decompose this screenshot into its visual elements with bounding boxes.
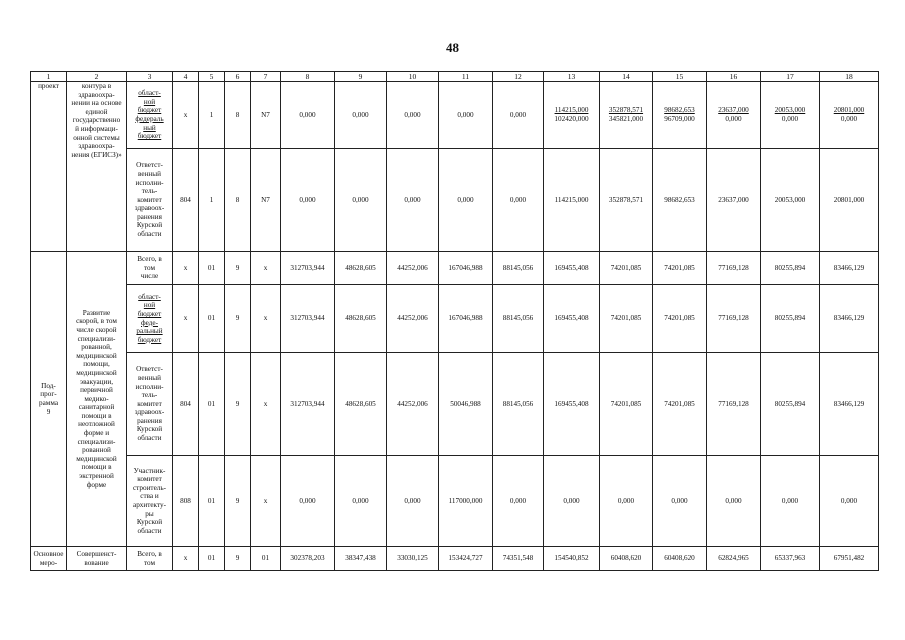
om-cell: х — [251, 353, 281, 456]
header-cell: 16 — [707, 72, 761, 82]
value-cell — [544, 82, 600, 149]
value-cell: 74201,085 — [653, 353, 707, 456]
header-cell: 2 — [67, 72, 127, 82]
value-cell: 48628,605 — [335, 353, 387, 456]
value-cell: 167046,988 — [439, 285, 493, 353]
table-row — [31, 456, 879, 547]
value-cell: 0,000 — [281, 149, 335, 252]
value-cell — [820, 82, 879, 149]
gp-cell: 01 — [199, 285, 225, 353]
value-cell: 48628,605 — [335, 285, 387, 353]
value-cell: 80255,894 — [761, 285, 820, 353]
value-cell: 0,000 — [653, 456, 707, 547]
table-row — [31, 285, 879, 353]
value-cell: 169455,408 — [544, 353, 600, 456]
value-cell: 88145,056 — [493, 353, 544, 456]
value-cell: 0,000 — [281, 456, 335, 547]
funding-source-cell: Ответст- венный исполни- тель- комитет здравоох- ранения Курской области — [127, 353, 173, 456]
value-cell: 0,000 — [335, 456, 387, 547]
value-cell: 83466,129 — [820, 285, 879, 353]
value-regional: 23637,000 — [718, 106, 749, 115]
value-cell — [600, 82, 653, 149]
value-cell: 20053,000 — [761, 149, 820, 252]
value-cell: 65337,963 — [761, 547, 820, 571]
value-cell: 312703,944 — [281, 285, 335, 353]
value-cell: 117000,000 — [439, 456, 493, 547]
value-cell: 0,000 — [387, 456, 439, 547]
value-cell: 83466,129 — [820, 353, 879, 456]
value-cell: 23637,000 — [707, 149, 761, 252]
value-cell: 0,000 — [600, 456, 653, 547]
value-regional: 20801,000 — [833, 106, 865, 115]
om-cell: х — [251, 252, 281, 285]
table-row — [31, 252, 879, 285]
header-cell: 3 — [127, 72, 173, 82]
header-cell: 11 — [439, 72, 493, 82]
om-cell: N7 — [251, 82, 281, 149]
header-cell: 13 — [544, 72, 600, 82]
header-cell: 18 — [820, 72, 879, 82]
value-regional: 114215,000 — [554, 106, 589, 115]
header-cell: 17 — [761, 72, 820, 82]
program-name-cell: контура в здравоохра- нении на основе единой государственно й информаци- онной системы здравоохра- нения (ЕГИСЗ)» — [67, 82, 127, 252]
header-cell: 4 — [173, 72, 199, 82]
grbs-cell: х — [173, 252, 199, 285]
value-cell: 80255,894 — [761, 353, 820, 456]
value-cell: 67951,482 — [820, 547, 879, 571]
program-name-cell: Совершенст- вование — [67, 547, 127, 571]
header-cell: 8 — [281, 72, 335, 82]
grbs-cell: 804 — [173, 149, 199, 252]
value-cell: 154540,852 — [544, 547, 600, 571]
value-cell: 167046,988 — [439, 252, 493, 285]
pgp-cell: 9 — [225, 252, 251, 285]
header-cell: 14 — [600, 72, 653, 82]
pgp-cell: 9 — [225, 456, 251, 547]
value-federal: 96709,000 — [664, 115, 695, 123]
header-cell: 1 — [31, 72, 67, 82]
value-cell: 169455,408 — [544, 252, 600, 285]
program-type-cell: проект — [31, 82, 67, 252]
value-federal: 0,000 — [725, 115, 742, 123]
value-cell: 0,000 — [544, 456, 600, 547]
value-cell: 302378,203 — [281, 547, 335, 571]
value-regional: 20053,000 — [774, 106, 806, 115]
value-cell: 0,000 — [820, 456, 879, 547]
value-cell: 0,000 — [281, 82, 335, 149]
value-cell: 0,000 — [493, 456, 544, 547]
header-cell: 6 — [225, 72, 251, 82]
om-cell: х — [251, 456, 281, 547]
funding-source-cell: област- ной бюджет феде- ральный бюджет — [127, 285, 173, 353]
program-type-cell: Под- прог- рамма 9 — [31, 252, 67, 547]
funding-source-cell: Ответст- венный исполни- тель- комитет здравоох- ранения Курской области — [127, 149, 173, 252]
value-cell: 0,000 — [493, 149, 544, 252]
value-federal: 0,000 — [781, 115, 799, 123]
value-cell: 77169,128 — [707, 252, 761, 285]
value-cell: 80255,894 — [761, 252, 820, 285]
table-row — [31, 353, 879, 456]
om-cell: N7 — [251, 149, 281, 252]
pgp-cell: 9 — [225, 547, 251, 571]
value-cell: 74201,085 — [600, 353, 653, 456]
value-cell: 77169,128 — [707, 353, 761, 456]
grbs-cell: х — [173, 547, 199, 571]
value-cell: 0,000 — [387, 82, 439, 149]
value-federal: 0,000 — [840, 115, 858, 123]
gp-cell: 01 — [199, 456, 225, 547]
gp-cell: 1 — [199, 82, 225, 149]
program-name-cell: Развитие скорой, в том числе скорой специализи- рованной, медицинской помощи, медицинской эвакуации, первичной медико- санитарной помощи в неотложной форме и специализи- рованной медицинской помощи в экстренной форме — [67, 252, 127, 547]
value-cell: 153424,727 — [439, 547, 493, 571]
pgp-cell: 9 — [225, 353, 251, 456]
om-cell: 01 — [251, 547, 281, 571]
table-row — [31, 82, 879, 149]
grbs-cell: х — [173, 82, 199, 149]
value-cell: 74201,085 — [600, 252, 653, 285]
value-cell: 312703,944 — [281, 252, 335, 285]
value-cell: 74201,085 — [600, 285, 653, 353]
header-cell: 5 — [199, 72, 225, 82]
value-cell: 0,000 — [335, 149, 387, 252]
value-cell: 0,000 — [439, 149, 493, 252]
gp-cell: 01 — [199, 547, 225, 571]
value-cell: 0,000 — [707, 456, 761, 547]
funding-source-cell: Участник- комитет строитель- ства и архитекту- ры Курской области — [127, 456, 173, 547]
grbs-cell: 804 — [173, 353, 199, 456]
value-cell: 74351,548 — [493, 547, 544, 571]
value-cell: 114215,000 — [544, 149, 600, 252]
header-cell: 7 — [251, 72, 281, 82]
gp-cell: 01 — [199, 252, 225, 285]
value-cell: 0,000 — [387, 149, 439, 252]
om-cell: х — [251, 285, 281, 353]
value-cell: 62824,965 — [707, 547, 761, 571]
page-number: 48 — [446, 40, 459, 55]
value-cell: 48628,605 — [335, 252, 387, 285]
pgp-cell: 8 — [225, 149, 251, 252]
value-cell: 0,000 — [335, 82, 387, 149]
value-cell — [761, 82, 820, 149]
value-cell: 352878,571 — [600, 149, 653, 252]
value-cell: 38347,438 — [335, 547, 387, 571]
value-regional: 98682,653 — [664, 106, 695, 115]
value-cell: 50046,988 — [439, 353, 493, 456]
gp-cell: 1 — [199, 149, 225, 252]
value-cell: 98682,653 — [653, 149, 707, 252]
pgp-cell: 8 — [225, 82, 251, 149]
grbs-cell: 808 — [173, 456, 199, 547]
funding-source-cell: Всего, в том — [127, 547, 173, 571]
value-federal: 345821,000 — [608, 115, 644, 123]
value-cell: 74201,085 — [653, 285, 707, 353]
value-cell: 33030,125 — [387, 547, 439, 571]
table-row — [31, 547, 879, 571]
program-type-cell: Основное меро- — [31, 547, 67, 571]
gp-cell: 01 — [199, 353, 225, 456]
table-row — [31, 149, 879, 252]
header-cell: 15 — [653, 72, 707, 82]
header-cell: 12 — [493, 72, 544, 82]
budget-table — [30, 71, 879, 571]
value-cell: 20801,000 — [820, 149, 879, 252]
value-cell: 60408,620 — [600, 547, 653, 571]
header-row — [31, 72, 879, 82]
value-cell: 88145,056 — [493, 252, 544, 285]
value-federal: 102420,000 — [554, 115, 589, 123]
value-cell: 169455,408 — [544, 285, 600, 353]
funding-source-cell: Всего, в том числе — [127, 252, 173, 285]
value-cell — [653, 82, 707, 149]
pgp-cell: 9 — [225, 285, 251, 353]
value-cell: 74201,085 — [653, 252, 707, 285]
value-cell: 83466,129 — [820, 252, 879, 285]
value-cell: 0,000 — [761, 456, 820, 547]
value-cell: 312703,944 — [281, 353, 335, 456]
value-cell: 77169,128 — [707, 285, 761, 353]
value-cell: 0,000 — [493, 82, 544, 149]
header-cell: 10 — [387, 72, 439, 82]
header-cell: 9 — [335, 72, 387, 82]
value-cell: 0,000 — [439, 82, 493, 149]
value-cell: 60408,620 — [653, 547, 707, 571]
value-cell: 44252,006 — [387, 285, 439, 353]
value-cell: 44252,006 — [387, 252, 439, 285]
value-cell — [707, 82, 761, 149]
value-cell: 44252,006 — [387, 353, 439, 456]
value-cell: 88145,056 — [493, 285, 544, 353]
grbs-cell: х — [173, 285, 199, 353]
funding-source-cell: област- ной бюджет федераль ный бюджет — [127, 82, 173, 149]
value-regional: 352878,571 — [608, 106, 644, 115]
